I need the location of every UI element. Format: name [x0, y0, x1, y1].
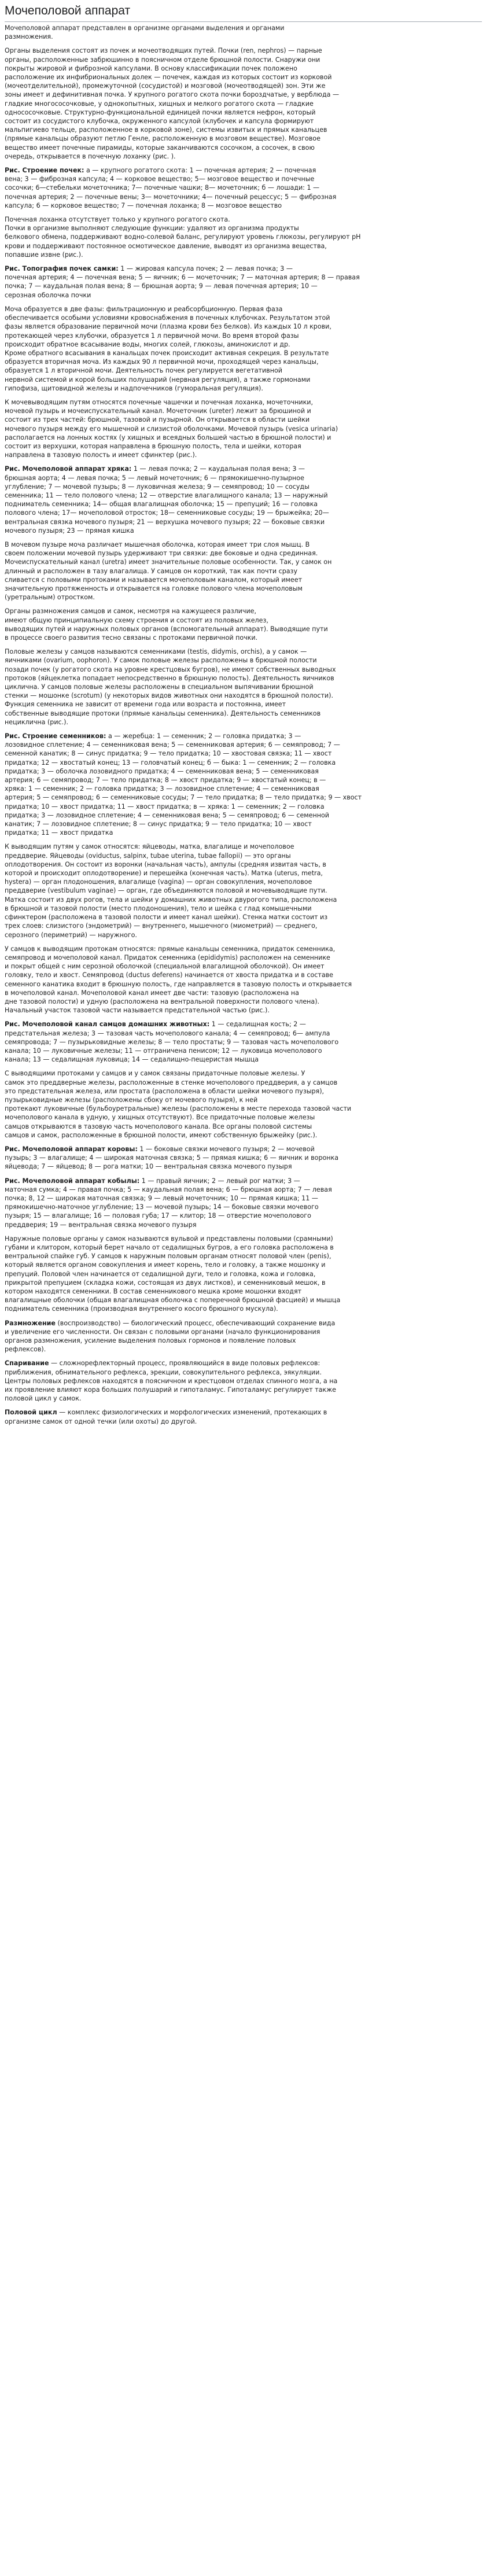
figure-caption-title: Рис. Топография почек самки:: [5, 265, 119, 273]
figure-caption-body: а — жеребца: 1 — семенник; 2 — головка придатка; 3 — лозовидное сплетение; 4 — семенниковая вена; 5 — семенниковая артерия; 6 — семяпровод; 7 — семенной канатик; 8 — синус придатка; 9 — тело придатка; 10 — хвостовая связка; 11 — хвост придатка; 12 — хвостатый конец; 13 — головчатый конец; б — быка: 1 — семенник; 2 — головка придатка; 3 — оболочка лозовидного придатка; 4 — семенниковая вена; 5 — семенниковая артерия; 6 — семяпровод; 7 — тело придатка; 8 — хвост придатка; 9 — хвостатый конец; в — хряка: 1 — семенник; 2 — головка придатка; 3 — лозовидное сплетение; 4 — семенниковая артерия; 5 — семяпровод; 6 — семенниковые сосуды; 7 — тело придатка; 8 — тело придатка; 9 — хвост придатка; 10 — хвост придатка; 11 — хвост придатка; в — хряка: 1 — семенник; 2 — головка придатка; 3 — лозовидное сплетение; 4 — семенниковая вена; 5 — семяпровод; 6 — семенной канатик; 7 — лозовидное сплетение; 8 — синус придатка; 9 — тело придатка; 10 — хвост придатка; 11 — хвост придатка: [5, 732, 362, 837]
paragraph: Наружные половые органы у самок называются вульвой и представлены половыми (срамными) губами и клитором, который берет начало от седалищных бугров, а его головка расположена в вентральной спайке губ. У самцов к наружным половым органам относят половой член (penis), который является органом совокупления и имеет корень, тело и головку, а также мошонку и препуций. Половой член начинается от седалищной дуги, тело и головка, кожа и головка, прикрытой препуцием (складка кожи, состоящая из двух листков), и семенниковый мешок, в котором находятся семенники. В состав семенникового мешка кроме мошонки входят влагалищные оболочки (общая влагалищная оболочка с поперечной брюшной фасцией) и мышца подниматель семенника (производная внутреннего косого брюшного мускула).: [5, 1234, 341, 1313]
figure-caption-body: 1 — боковые связки мочевого пузыря; 2 — мочевой пузырь; 3 — влагалище; 4 — широкая маточная связка; 5 — прямая кишка; 6 — яичник и воронка яйцевода; 7 — яйцевод; 8 — рога матки; 10 — вентральная связка мочевого пузыря: [5, 1145, 339, 1171]
definition-paragraph: [5, 1319, 482, 1354]
paragraph: У самцов к выводящим протокам относятся: прямые канальцы семенника, придаток семенника, семяпровод и мочеполовой канал. Придаток семенника (epididymis) расположен на семеннике и покрыт общей с ним серозной оболочкой (специальной влагалищной оболочкой). Он имеет головку, тело и хвост. Семяпровод (ductus deferens) начинается от хвоста придатка и в составе семенного канатика входит в брюшную полость, где направляется в тазовую полость и открывается в мочеполовой канал. Мочеполовой канал имеет две части: тазовую (расположена на дне тазовой полости) и удную (расположена на вентральной поверхности полового члена). Начальный участок тазовой части называется предстательной частью (рис.).: [5, 945, 352, 1015]
figure-caption-title: Рис. Строение семенников:: [5, 732, 106, 740]
figure-caption: [5, 732, 482, 837]
figure-caption: [5, 1177, 482, 1229]
paragraph: Половые железы у самцов называются семенниками (testis, didymis, orchis), а у самок — яичниками (ovarium, oophoron). У самок половые железы расположены в брюшной полости позади почек (у рогатого скота на уровне крестцовых бугров), не имеют собственных выводных протоков (яйцеклетка попадает непосредственно в брюшную полость). Деятельность яичников циклична. У самцов половые железы расположены в специальном выпячивании брюшной стенки — мошонке (scrotum) (у некоторых видов животных они находятся в брюшной полости). Функция семенника не зависит от времени года или возраста и постоянна, имеет собственные выводящие протоки (прямые канальцы семенника). Деятельность семенников нециклична (рис.).: [5, 648, 336, 726]
definition-body: (воспроизводство) — биологический процесс, обеспечивающий сохранение вида и увеличение его численности. Он связан с половыми органами (начало функционирования органов размножения, усиление выделения половых гормонов и появление половых рефлексов).: [5, 1319, 336, 1354]
figure-caption-title: Рис. Мочеполовой аппарат коровы:: [5, 1145, 138, 1153]
figure-caption: [5, 264, 482, 300]
figure-caption-body: 1 — правый яичник; 2 — левый рог матки; 3 — маточная сумка; 4 — правая почка; 5 — каудальная полая вена; 6 — брюшная аорта; 7 — левая почка; 8, 12 — широкая маточная связка; 9 — левый мочеточник; 10 — прямая кишка; 11 — прямокишечно-маточное углубление; 13 — мочевой пузырь; 14 — боковые связки мочевого пузыря; 15 — влагалище; 16 — половая губа; 17 — клитор; 18 — отверстие мочеполового преддверия; 19 — вентральная связка мочевого пузыря: [5, 1177, 332, 1229]
definition-body: — комплекс физиологических и морфологических изменений, протекающих в организме самок от одной течки (или охоты) до другой.: [5, 1409, 327, 1425]
definition-paragraph: [5, 1408, 482, 1425]
figure-caption-body: а — крупного рогатого скота: 1 — почечная артерия; 2 — почечная вена; 3 — фиброзная капсула; 4 — корковое вещество; 5— мозговое вещество и почечные сосочки; 6—стебельки мочеточника; 7— почечные чашки; 8— мочеточник; б — лошади: 1 — почечная артерия; 2 — почечные вены; 3— мочеточники; 4— почечный рецессус; 5 — фиброзная капсула; 6 — корковое вещество; 7 — почечная лоханка; 8 — мозговое вещество: [5, 167, 337, 209]
figure-caption-title: Рис. Мочеполовой канал самцов домашних животных:: [5, 1020, 210, 1029]
paragraph: К мочевыводящим путям относятся почечные чашечки и почечная лоханка, мочеточники, мочевой пузырь и мочеиспускательный канал. Мочеточник (ureter) лежит за брюшиной и состоит из трех частей: брюшной, тазовой и пузырной. Он открывается в области шейки мочевого пузыря между его мышечной и слизистой оболочками. Мочевой пузырь (vesica urinaria) располагается на лонных костях (у хищных и всеядных большей частью в брюшной полости) и состоит из верхушки, которая направлена в брюшную полость, тела и шейки, которая направлена в тазовую полость и имеет сфинктер (рис.).: [5, 398, 338, 459]
page-title: Мочеполовой аппарат: [5, 3, 482, 22]
figure-caption-title: Рис. Строение почек:: [5, 167, 84, 175]
figure-caption-body: 1 — седалищная кость; 2 — предстательная железа; 3 — тазовая часть мочеполового канала; 4 — семяпровод; 6— ампула семяпровода; 7 — пузырьковидные железы; 8 — тело простаты; 9 — тазовая часть мочеполового канала; 10 — луковичные железы; 11 — отграничена пенисом; 12 — луковица мочеполового канала; 13 — седалищная луковица; 14 — седалищно-пещеристая мышца: [5, 1020, 339, 1064]
paragraph: С выводящими протоками у самцов и у самок связаны придаточные половые железы. У самок это преддверные железы, расположенные в стенке мочеполового преддверия, а у самцов это предстательная железа, или простата (расположена в области шейки мочевого пузыря), пузырьковидные железы (расположены сбоку от мочевого пузыря), к ней протекают луковичные (бульбоуретральные) железы (расположены в месте перехода тазовой части мочеполового канала в удную, у хищных отсутствуют). Все придаточные половые железы самцов открываются в тазовую часть мочеполового канала. Все органы половой системы самцов и самок, расположенные в брюшной полости, имеют собственную брыжейку (рис.).: [5, 1070, 352, 1139]
figure-caption-body: 1 — левая почка; 2 — каудальная полая вена; 3 — брюшная аорта; 4 — левая почка; 5 — левый мочеточник; 6 — прямокишечно-пузырное углубление; 7 — мочевой пузырь; 8 — луковичная железа; 9 — семяпровод; 10 — сосуды семенника; 11 — тело полового члена; 12 — отверстие влагалищного канала; 13 — наружный подниматель семенника; 14— общая влагалищная оболочка; 15 — препуций; 16 — головка полового члена; 17— мочеполовой отросток; 18— семенниковые сосуды; 19 — брыжейка; 20— вентральная связка мочевого пузыря; 21 — верхушка мочевого пузыря; 22 — боковые связки мочевого пузыря; 23 — прямая кишка: [5, 465, 329, 535]
definition-term: Половой цикл: [5, 1409, 57, 1417]
paragraph: Органы размножения самцов и самок, несмотря на кажущееся различие, имеют общую принципиальную схему строения и состоят из половых желез, выводящих путей и наружных половых органов (вспомогательный аппарат). Выводящие пути в процессе своего развития тесно связаны с протоками первичной почки.: [5, 607, 328, 642]
paragraph: Мочеполовой аппарат представлен в организме органами выделения и органами размножения.: [5, 24, 285, 41]
paragraph: Моча образуется в две фазы: фильтрационную и реабсорбционную. Первая фаза обеспечивается особыми условиями кровоснабжения в почечных клубочках. Результатом этой фазы является образование первичной мочи (плазма крови без белков). Из каждых 10 л крови, протекающей через клубочки, образуется 1 л первичной мочи. Во время второй фазы происходит обратное всасывание воды, многих солей, глюкозы, аминокислот и др. Кроме обратного всасывания в канальцах почек происходит активная секреция. В результате образуется вторичная моча. Из каждых 90 л первичной мочи, проходящей через канальцы, образуется 1 л вторичной мочи. Деятельность почек регулируется вегетативной нервной системой и корой больших полушарий (нервная регуляция), а также гормонами гипофиза, щитовидной железы и надпочечников (гуморальная регуляция).: [5, 305, 331, 392]
definition-term: Размножение: [5, 1319, 56, 1327]
paragraph: Органы выделения состоят из почек и мочеотводящих путей. Почки (ren, nephros) — парные органы, расположенные забрюшинно в поясничном отделе брюшной полости. Снаружи они покрыты жировой и фиброзной капсулами. В основу классификации почек положено расположение их инфибриональных долек — почечек, каждая из которых состоит из корковой (мочеотделительной), промежуточной (сосудистой) и мозговой (мочеотводящей) зон. Эти же зоны имеет и дефинитивная почка. У крупного рогатого скота почки бороздчатые, у верблюда — гладкие многососочковые, у однокопытных, хищных и мелкого рогатого скота — гладкие однососочковые. Структурно-функциональной единицей почки является нефрон, который состоит из сосудистого клубочка, окруженного капсулой (клубочек и капсула формируют мальпигиево тельце, расположенное в корковой зоне), системы извитых и прямых канальцев (прямые канальцы образуют петлю Генле, расположенную в мозговом веществе). Мозговое вещество имеет почечные пирамиды, которые заканчиваются сосочком, а сосочек, в свою очередь, открывается в почечную лоханку (рис. ).: [5, 47, 340, 160]
figure-caption: [5, 166, 482, 210]
figure-caption-title: Рис. Мочеполовой аппарат хряка:: [5, 465, 132, 473]
paragraph: К выводящим путям у самок относятся: яйцеводы, матка, влагалище и мочеполовое преддверие. Яйцеводы (oviductus, salpinx, tubae uterina, tubae fallopii) — это органы оплодотворения. Он состоит из воронки (начальная часть), ампулы (средняя извитая часть, в которой и происходит оплодотворение) и перешейка (конечная часть). Матка (uterus, metra, hystera) — орган плодоношения, влагалище (vagina) — орган совокупления, мочеполовое преддверие (vestibulum vaginae) — орган, где объединяются половой и мочевыводящие пути. Матка состоит из двух рогов, тела и шейки у домашних животных двурогого типа, расположена в брюшной и тазовой полости (место плодоношения), тело и шейка с глад комышечными сфинктером (расположена в тазовой полости и имеет канал шейки). Стенка матки состоит из трех слоев: слизистого (эндометрий) — внутреннего, мышечного (миометрий) — среднего, серозного (периметрий) — наружного.: [5, 843, 337, 939]
figure-caption: [5, 465, 482, 535]
definition-body: — сложнорефлекторный процесс, проявляющийся в виде половых рефлексов: приближения, обнимательного рефлекса, эрекции, совокупительного рефлекса, эякуляции. Центры половых рефлексов находятся в поясничном и крестцовом отделах спинного мозга, а на их проявление влияют кора больших полушарий и гипоталамус. Гипоталамус регулирует также половой цикл у самок.: [5, 1359, 338, 1403]
figure-caption: [5, 1145, 482, 1171]
figure-caption: [5, 1020, 482, 1064]
definition-term: Спаривание: [5, 1359, 49, 1368]
figure-caption-body: 1 — жировая капсула почек; 2 — левая почка; 3 — почечная артерия; 4 — почечная вена; 5 — яичник; 6 — мочеточник; 7 — маточная артерия; 8 — правая почка; 7 — каудальная полая вена; 8 — брюшная аорта; 9 — левая почечная артерия; 10 — серозная оболочка почки: [5, 265, 360, 299]
paragraph: Почечная лоханка отсутствует только у крупного рогатого скота. Почки в организме выполняют следующие функции: удаляют из организма продукты белкового обмена, поддерживают водно-солевой баланс, регулируют уровень глюкозы, регулируют рН крови и поддерживают постоянное осмотическое давление, выводят из организма вещества, попавшие извне (рис.).: [5, 216, 361, 259]
figure-caption-title: Рис. Мочеполовой аппарат кобылы:: [5, 1177, 140, 1185]
definition-paragraph: [5, 1359, 482, 1403]
paragraph: В мочевом пузыре моча различает мышечная оболочка, которая имеет три слоя мышц. В своем положении мочевой пузырь удерживают три связки: две боковые и одна срединная. Мочеиспускательный канал (uretra) имеет значительные половые особенности. Так, у самок он длинный и расположен в тазу влагалища. У самцов он короткий, так как почти сразу сливается с половыми протоками и называется мочеполовым каналом, который имеет значительную протяженность и открывается на головке полового члена мочеполовым (уретральным) отростком.: [5, 540, 332, 602]
